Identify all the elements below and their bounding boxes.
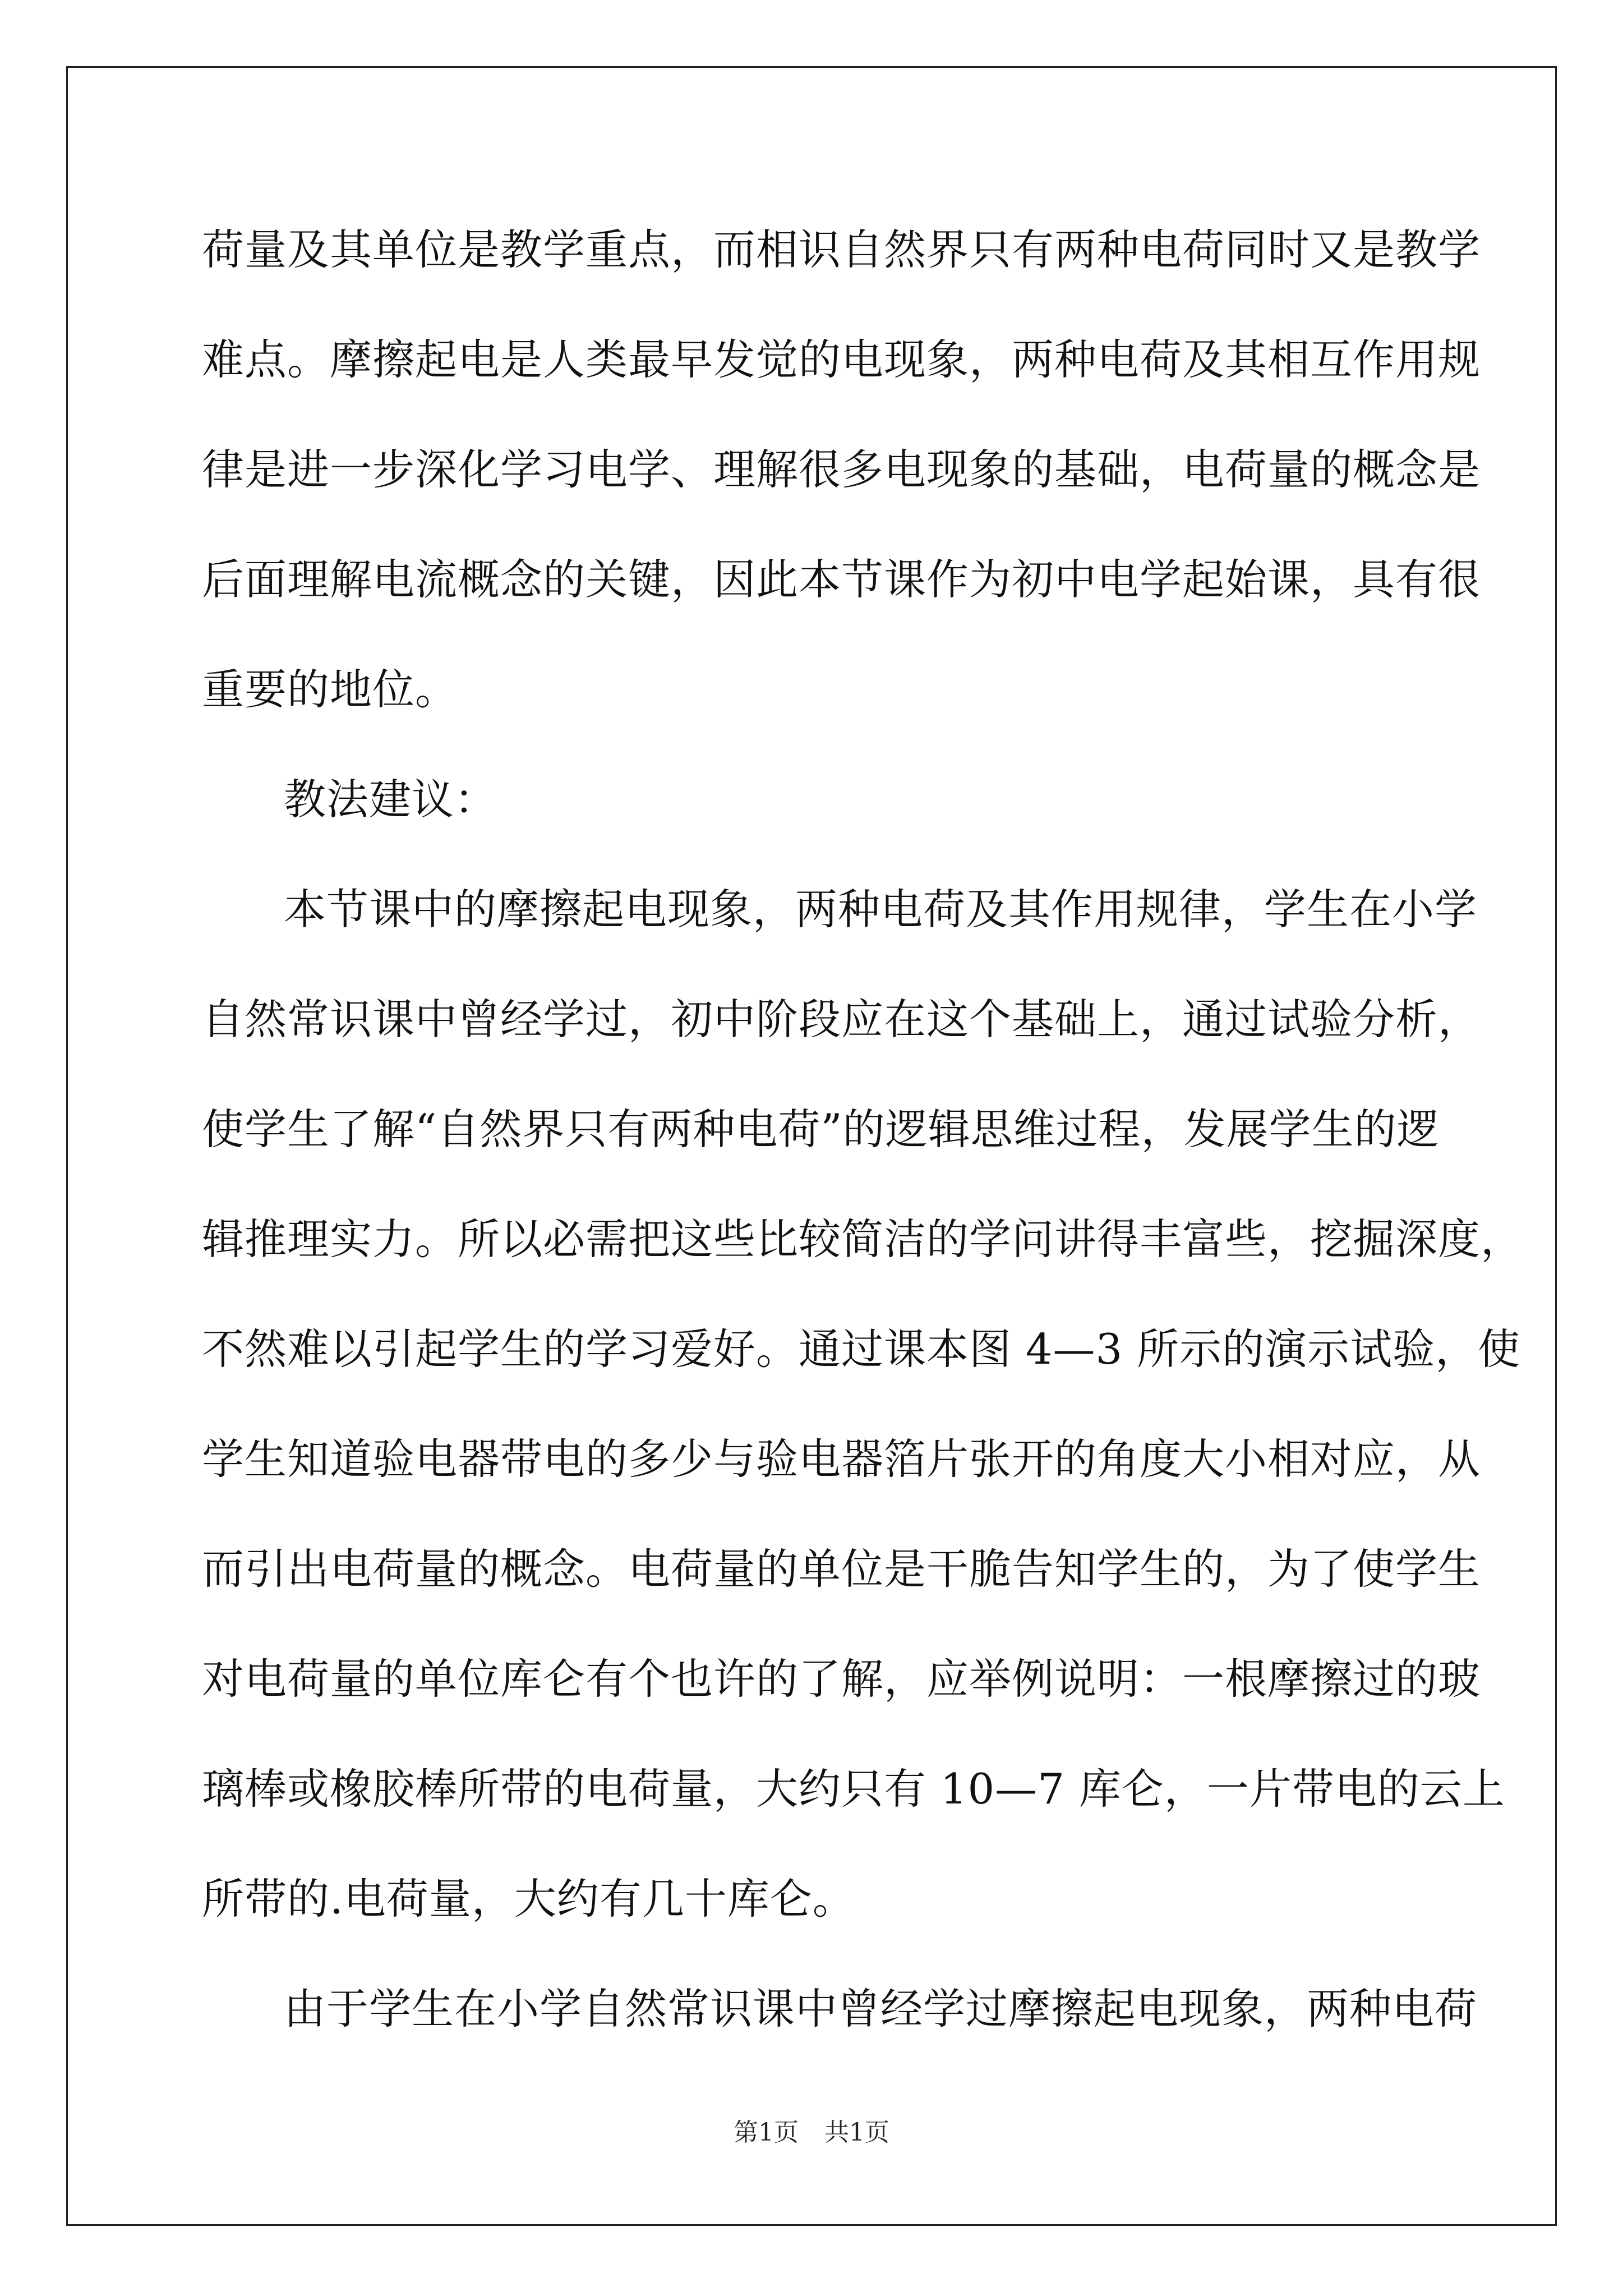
text-line: 所带的.电荷量，大约有几十库仑。 — [202, 1874, 855, 1924]
text-line: 律是进一步深化学习电学、理解很多电现象的基础，电荷量的概念是 — [202, 445, 1481, 494]
text-line: 重要的地位。 — [202, 665, 458, 714]
document-body — [202, 208, 1524, 2077]
text-line: 由于学生在小学自然常识课中曾经学过摩擦起电现象，两种电荷 — [284, 1984, 1478, 2033]
text-line: 学生知道验电器带电的多少与验电器箔片张开的角度大小相对应，从 — [202, 1434, 1481, 1484]
page-footer — [0, 2112, 1623, 2148]
text-line: 使学生了解“自然界只有两种电荷”的逻辑思维过程，发展学生的逻 — [202, 1105, 1440, 1154]
text-line: 自然常识课中曾经学过，初中阶段应在这个基础上，通过试验分析， — [202, 995, 1481, 1044]
page-number: 第1页 — [734, 2118, 799, 2147]
text-line: 对电荷量的单位库仑有个也许的了解，应举例说明：一根摩擦过的玻 — [202, 1654, 1481, 1704]
text-line: 本节课中的摩擦起电现象，两种电荷及其作用规律，学生在小学 — [284, 885, 1478, 934]
text-line: 难点。摩擦起电是人类最早发觉的电现象，两种电荷及其相互作用规 — [202, 335, 1481, 384]
text-line: 而引出电荷量的概念。电荷量的单位是干脆告知学生的，为了使学生 — [202, 1544, 1481, 1594]
text-line: 不然难以引起学生的学习爱好。通过课本图 4—3 所示的演示试验，使 — [202, 1324, 1521, 1374]
text-line: 辑推理实力。所以必需把这些比较简洁的学问讲得丰富些，挖掘深度， — [202, 1214, 1524, 1264]
text-line: 后面理解电流概念的关键，因此本节课作为初中电学起始课，具有很 — [202, 555, 1481, 604]
page-total: 共1页 — [824, 2118, 889, 2147]
text-line: 荷量及其单位是教学重点，而相识自然界只有两种电荷同时又是教学 — [202, 225, 1481, 274]
section-heading: 教法建议： — [284, 775, 497, 824]
text-line: 璃棒或橡胶棒所带的电荷量，大约只有 10—7 库仑，一片带电的云上 — [202, 1764, 1505, 1814]
